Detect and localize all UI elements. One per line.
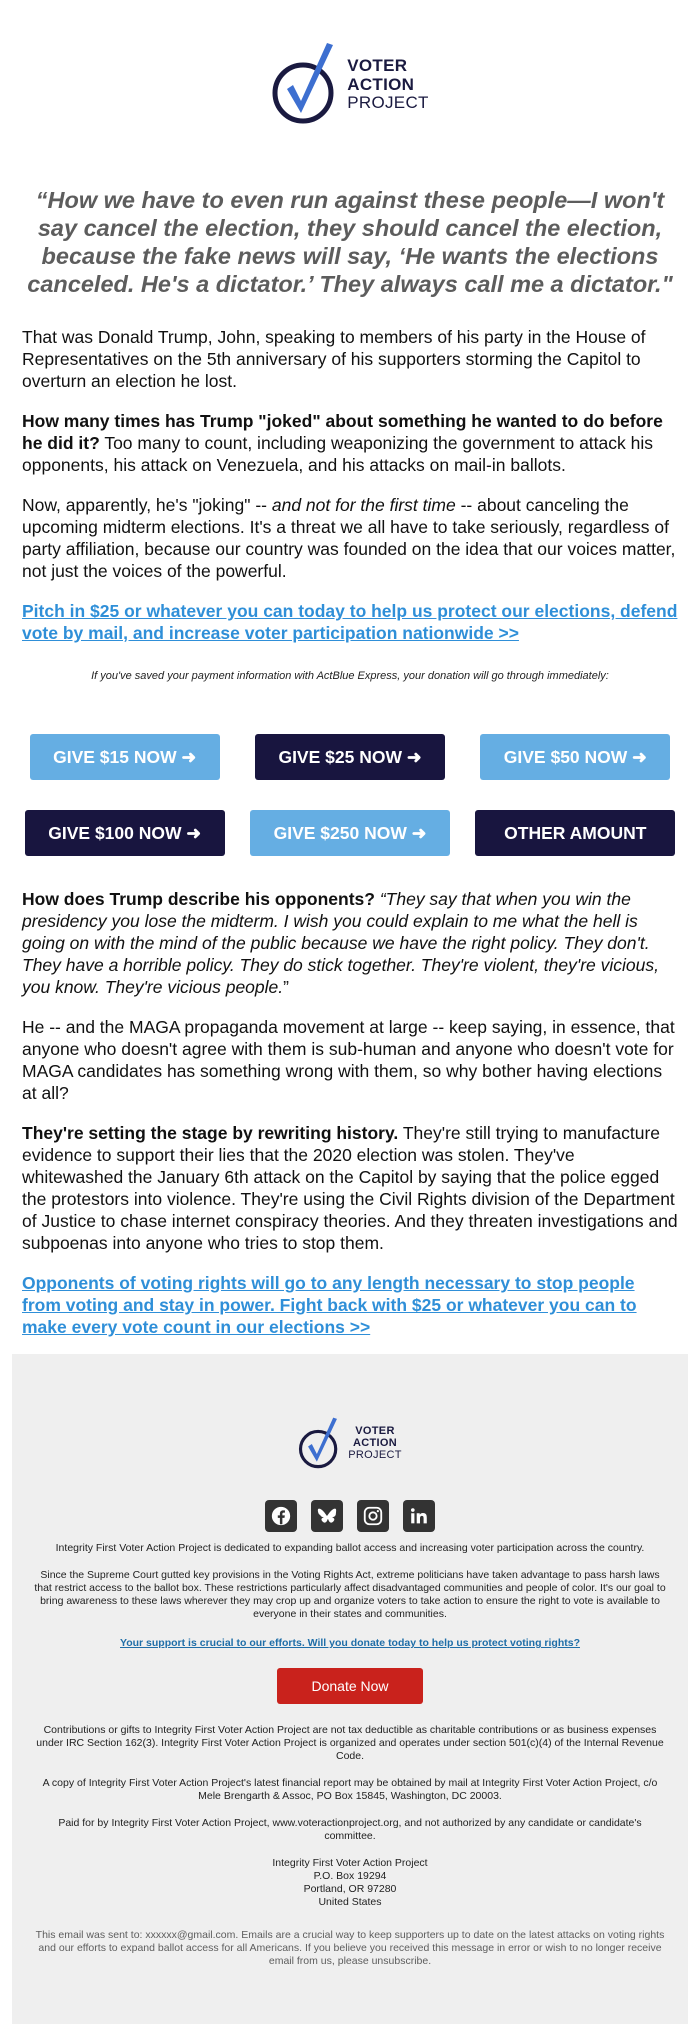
footer-logo-line-2: ACTION bbox=[353, 1437, 397, 1450]
give-100-button[interactable]: GIVE $100 NOW ➜ bbox=[25, 810, 225, 856]
fight-back-link[interactable]: Opponents of voting rights will go to any length necessary to stop people from voting and stay in power. Fight back with $25 or whatever you can to make every vote count in our elections >> bbox=[22, 1273, 637, 1337]
paragraph-jokes bbox=[22, 410, 678, 476]
footer-logo bbox=[12, 1416, 688, 1472]
paragraph-jokes-bold: How many times has Trump "joked" about something he wanted to do before he did it? bbox=[22, 411, 663, 453]
logo-line-1: VOTER bbox=[347, 56, 408, 76]
logo-line-3: PROJECT bbox=[347, 93, 429, 113]
paragraph-canceling-b: -- about canceling the upcoming midterm elections. It's a threat we all have to take seriously, regardless of party affiliation, because our country was founded on the idea that our voices matter, not just the voices of the powerful. bbox=[22, 495, 676, 581]
address-line: P.O. Box 19294 bbox=[313, 1870, 387, 1882]
footer-supreme-court: Since the Supreme Court gutted key provisions in the Voting Rights Act, extreme politicians have taken advantage to pass harsh laws that restrict access to the ballot box. These restrictions particularly affect disadvantaged communities and people of color. It's our goal to bring awareness to these laws wherever they may crop up and organize voters to take action to ensure the right to vote is available to everyone in their states and communities. bbox=[34, 1569, 666, 1620]
paragraph-opponents bbox=[22, 888, 678, 998]
address-line: Integrity First Voter Action Project bbox=[272, 1857, 428, 1869]
bluesky-icon[interactable] bbox=[311, 1500, 343, 1532]
logo-wordmark bbox=[347, 57, 428, 112]
footer-logo-line-1: VOTER bbox=[355, 1425, 395, 1438]
paragraph-canceling bbox=[22, 494, 678, 582]
give-25-button[interactable]: GIVE $25 NOW ➜ bbox=[255, 734, 445, 780]
paragraph-intro: That was Donald Trump, John, speaking to members of his party in the House of Representatives on the 5th anniversary of his supporters storming the Capitol to overturn an election he lost. bbox=[22, 327, 646, 391]
instagram-icon[interactable] bbox=[357, 1500, 389, 1532]
footer-logo-line-3: PROJECT bbox=[348, 1448, 402, 1461]
paragraph-opponents-bold: How does Trump describe his opponents? bbox=[22, 889, 375, 909]
header bbox=[0, 0, 700, 136]
checkmark-circle-icon bbox=[271, 41, 341, 129]
footer-logo-wordmark bbox=[348, 1426, 401, 1462]
logo-line-2: ACTION bbox=[347, 74, 415, 94]
linkedin-icon[interactable] bbox=[403, 1500, 435, 1532]
footer-address bbox=[32, 1857, 668, 1909]
paragraph-history-rest: They're still trying to manufacture evidence to support their lies that the 2020 election was stolen. They've whitewashed the January 6th attack on the Capitol by saying that the police egged the protestors into violence. They're using the Civil Rights division of the Department of Justice to chase internet conspiracy theories. And they threaten investigations and subpoenas into anyone who tries to stop them. bbox=[22, 1123, 678, 1253]
paragraph-history-bold: They're setting the stage by rewriting history. bbox=[22, 1123, 399, 1143]
give-250-button[interactable]: GIVE $250 NOW ➜ bbox=[250, 810, 450, 856]
address-line: Portland, OR 97280 bbox=[303, 1883, 397, 1895]
footer bbox=[12, 1354, 688, 2024]
address-line: United States bbox=[318, 1896, 382, 1908]
footer-paid-for: Paid for by Integrity First Voter Action Project, www.voteractionproject.org, and not authorized by any candidate or candidate's committee. bbox=[58, 1817, 642, 1842]
social-links bbox=[12, 1500, 688, 1532]
paragraph-jokes-rest: Too many to count, including weaponizing the government to attack his opponents, his attack on Venezuela, and his attacks on mail-in ballots. bbox=[22, 433, 653, 475]
paragraph-maga: He -- and the MAGA propaganda movement at large -- keep saying, in essence, that anyone who doesn't agree with them is sub-human and anyone who doesn't vote for MAGA candidates has something wrong with them, so why bother having elections at all? bbox=[22, 1017, 675, 1103]
paragraph-opponents-italic: “They say that when you win the presidency you lose the midterm. I wish you could explain to me what the hell is going on with the mind of the public because we have the right policy. They don't. They have a horrible policy. They do stick together. They're violent, they're vicious, you know. They're vicious people. bbox=[22, 889, 659, 997]
footer-checkmark-circle-icon bbox=[298, 1416, 342, 1472]
footer-tax-note: Contributions or gifts to Integrity First Voter Action Project are not tax deductible as charitable contributions or as business expenses under IRC Section 162(3). Integrity First Voter Action Project is organized and operates under section 501(c)(4) of the Internal Revenue Code. bbox=[36, 1724, 664, 1762]
paragraph-history bbox=[22, 1122, 678, 1254]
paragraph-canceling-italic: and not for the first time bbox=[271, 495, 456, 515]
footer-unsubscribe-note: This email was sent to: xxxxxx@gmail.com. Emails are a crucial way to keep supporters up to date on the latest attacks on voting rights and our efforts to expand ballot access for all Americans. If you believe you received this message in error or wish to no longer receive email from us, please unsubscribe. bbox=[35, 1929, 665, 1967]
give-50-button[interactable]: GIVE $50 NOW ➜ bbox=[480, 734, 670, 780]
paragraph-opponents-end: ” bbox=[283, 977, 289, 997]
footer-financial-report: A copy of Integrity First Voter Action Project's latest financial report may be obtained by mail at Integrity First Voter Action Project, c/o Mele Brengarth & Assoc, PO Box 15845, Washington, DC 20003. bbox=[42, 1777, 658, 1802]
email-body bbox=[0, 326, 700, 1338]
actblue-express-note: If you've saved your payment information with ActBlue Express, your donation will go through immediately: bbox=[91, 670, 609, 682]
other-amount-button[interactable]: OTHER AMOUNT bbox=[475, 810, 675, 856]
paragraph-canceling-a: Now, apparently, he's "joking" -- bbox=[22, 495, 272, 515]
logo bbox=[271, 41, 428, 129]
facebook-icon[interactable] bbox=[265, 1500, 297, 1532]
donate-now-button[interactable]: Donate Now bbox=[277, 1668, 422, 1704]
headline-quote: “How we have to even run against these people—I won't say cancel the election, they should cancel the election, because the fake news will say, ‘He wants the elections canceled. He's a dictator.’ They always call me a dictator." bbox=[27, 187, 673, 297]
footer-support-link[interactable]: Your support is crucial to our efforts. Will you donate today to help us protect voting rights? bbox=[120, 1637, 580, 1649]
give-buttons-grid bbox=[22, 734, 678, 856]
pitch-in-link[interactable]: Pitch in $25 or whatever you can today to help us protect our elections, defend vote by mail, and increase voter participation nationwide >> bbox=[22, 601, 678, 643]
footer-mission: Integrity First Voter Action Project is dedicated to expanding ballot access and increasing voter participation across the country. bbox=[55, 1542, 645, 1554]
give-15-button[interactable]: GIVE $15 NOW ➜ bbox=[30, 734, 220, 780]
